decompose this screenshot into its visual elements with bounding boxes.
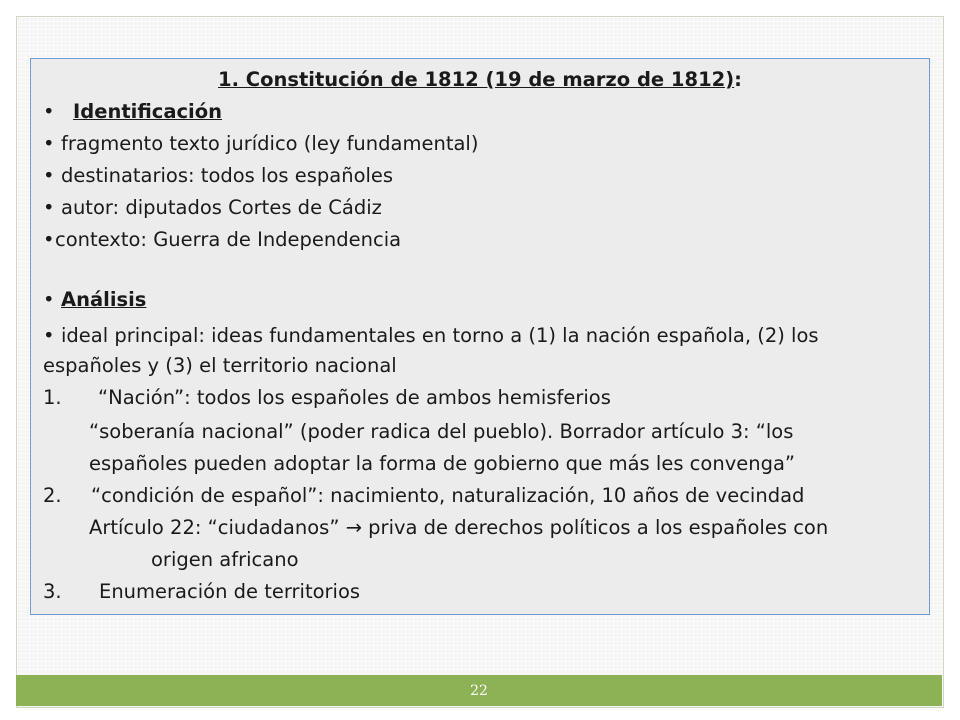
ideal-principal-line (43, 324, 819, 348)
page-number: 22 (470, 682, 488, 699)
footer-bar (16, 675, 942, 706)
list-item (43, 196, 382, 220)
list-item-text: contexto: Guerra de Independencia (55, 228, 402, 251)
bullet-glyph: • (43, 288, 55, 311)
bullet-glyph: • (43, 196, 55, 219)
identificacion-heading-line (43, 100, 222, 124)
item-text: Enumeración de territorios (99, 580, 361, 603)
item-2-sub-line: origen africano (151, 548, 299, 571)
ideal-principal-continuation: españoles y (3) el territorio nacional (43, 354, 397, 377)
bullet-glyph: • (43, 228, 55, 251)
numbered-item-3 (43, 580, 360, 604)
bullet-glyph: • (43, 100, 55, 123)
title-colon: : (734, 68, 742, 91)
title-text: 1. Constitución de 1812 (19 de marzo de 1812) (218, 68, 735, 91)
item-1-sub-line: españoles pueden adoptar la forma de gobierno que más les convenga” (89, 452, 796, 475)
item-number: 2. (43, 484, 62, 507)
bullet-glyph: • (43, 132, 55, 155)
item-number: 3. (43, 580, 62, 603)
item-text: “condición de español”: nacimiento, naturalización, 10 años de vecindad (91, 484, 805, 507)
slide-title (218, 68, 742, 92)
identificacion-heading: Identificación (73, 100, 223, 123)
list-item (43, 164, 393, 188)
bullet-glyph: • (43, 164, 55, 187)
content-box (30, 58, 930, 615)
item-text: “Nación”: todos los españoles de ambos hemisferios (98, 386, 611, 409)
list-item-text: destinatarios: todos los españoles (61, 164, 394, 187)
numbered-item-2 (43, 484, 804, 508)
list-item (43, 228, 401, 252)
bullet-glyph: • (43, 324, 55, 347)
analisis-heading: Análisis (61, 288, 147, 311)
analisis-heading-line (43, 288, 146, 312)
item-2-sub-line: Artículo 22: “ciudadanos” → priva de derechos políticos a los españoles con (89, 516, 829, 539)
list-item (43, 132, 478, 156)
list-item-text: autor: diputados Cortes de Cádiz (61, 196, 382, 219)
item-1-sub-line: “soberanía nacional” (poder radica del pueblo). Borrador artículo 3: “los (89, 420, 794, 443)
list-item-text: fragmento texto jurídico (ley fundamental) (61, 132, 479, 155)
numbered-item-1 (43, 386, 611, 410)
item-number: 1. (43, 386, 62, 409)
ideal-principal-text: ideal principal: ideas fundamentales en torno a (1) la nación española, (2) los (61, 324, 819, 347)
